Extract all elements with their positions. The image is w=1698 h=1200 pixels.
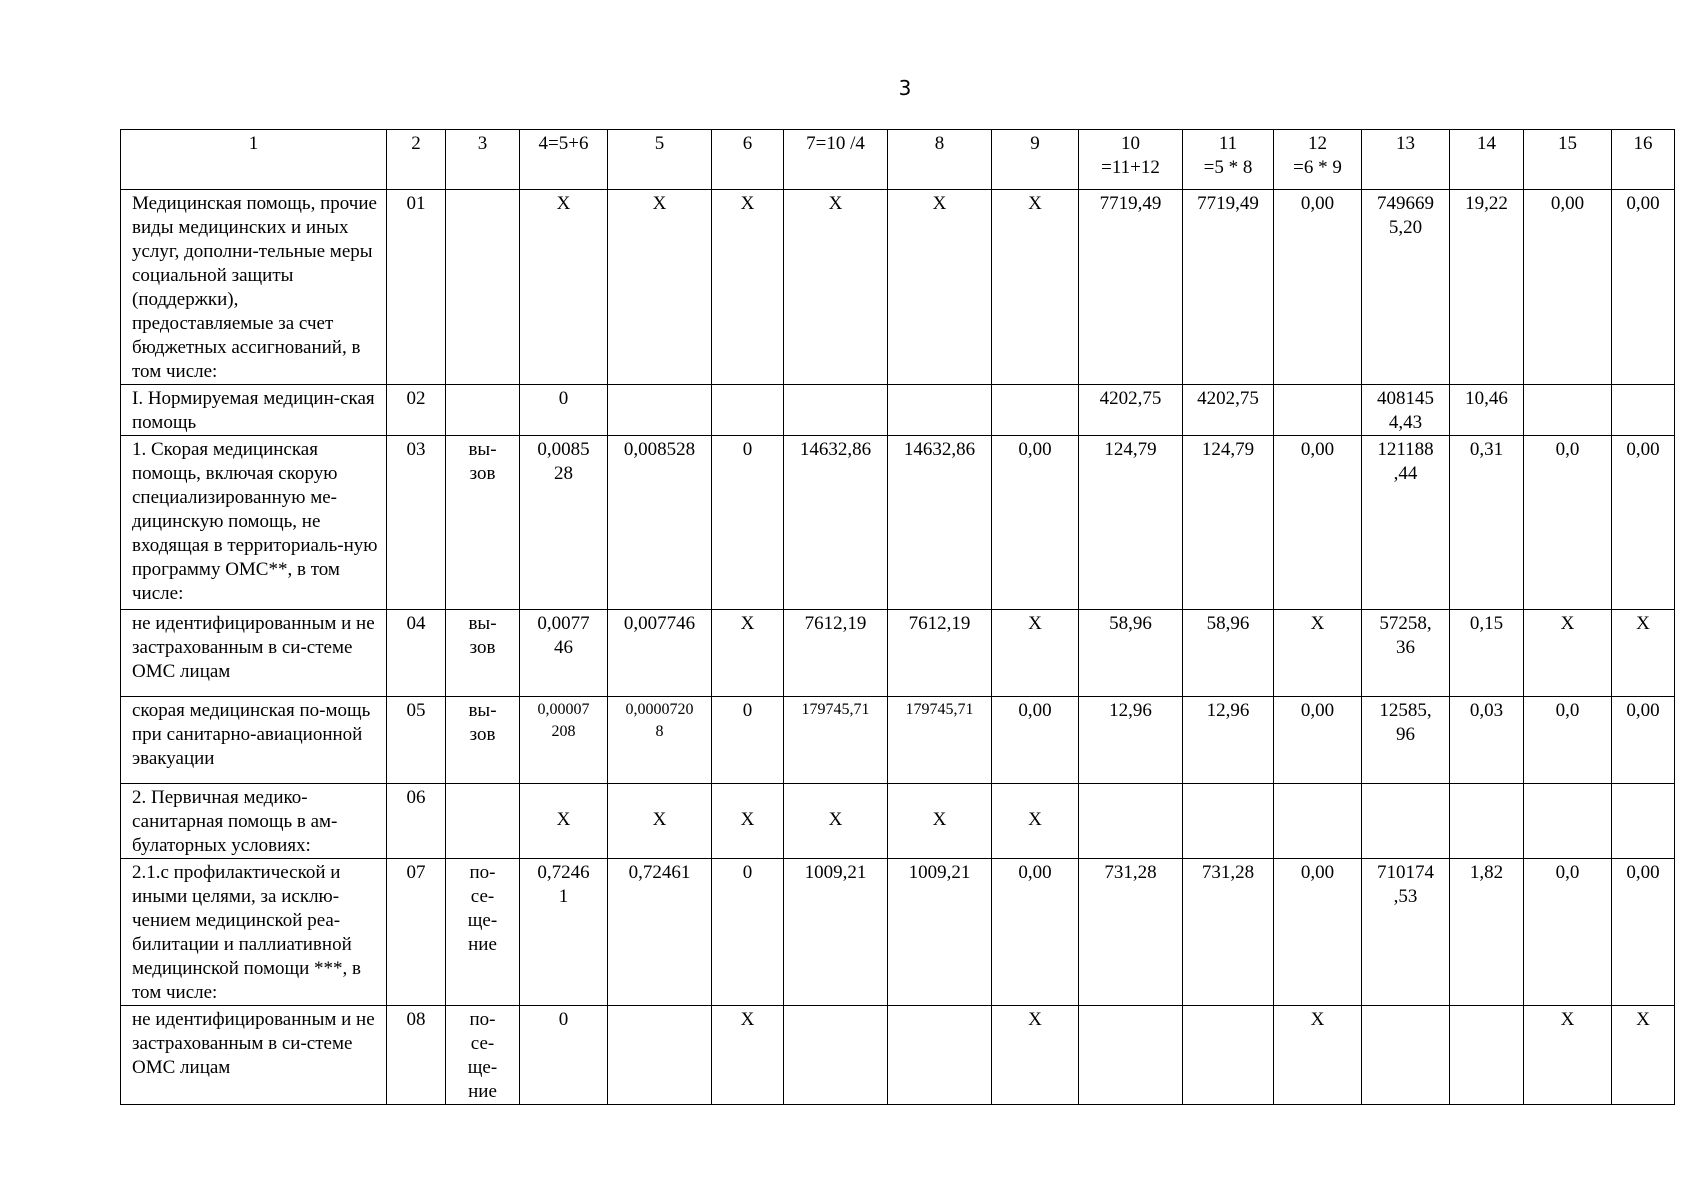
header-cell: 16 [1612,130,1675,190]
table-cell: 0,31 [1450,436,1524,610]
table-cell: X [608,190,712,385]
table-cell: X [712,1006,784,1105]
table-cell: X [1524,610,1612,697]
table-cell: 57258, 36 [1362,610,1450,697]
table-row [121,610,1675,697]
header-cell: 1 [121,130,387,190]
table-cell: 0,15 [1450,610,1524,697]
header-cell: 13 [1362,130,1450,190]
table-cell: по- се- ще- ние [446,859,520,1006]
table-cell: 05 [387,697,446,784]
header-cell: 11 =5 * 8 [1183,130,1274,190]
table-cell: 0,00 [1612,859,1675,1006]
table-cell [446,784,520,859]
table-cell: 0,72461 [608,859,712,1006]
table-cell [1274,385,1362,436]
header-cell: 12 =6 * 9 [1274,130,1362,190]
table-cell: X [520,784,608,859]
table-cell: 0,00 [1274,190,1362,385]
table-cell [784,385,888,436]
header-cell: 15 [1524,130,1612,190]
table-cell: 07 [387,859,446,1006]
table-cell: X [992,1006,1079,1105]
table-row [121,784,1675,859]
table-cell: 0,0000720 8 [608,697,712,784]
table-cell: X [992,784,1079,859]
table-cell: 0,00007 208 [520,697,608,784]
table-cell: X [608,784,712,859]
table-cell: 19,22 [1450,190,1524,385]
table-cell: X [712,610,784,697]
table-cell: 0 [712,697,784,784]
table-cell: 4202,75 [1079,385,1183,436]
table-row [121,385,1675,436]
table-cell [784,1006,888,1105]
table-cell: 0,0085 28 [520,436,608,610]
table-cell: 0,00 [1274,697,1362,784]
table-cell: X [520,190,608,385]
table-cell: 0,7246 1 [520,859,608,1006]
header-cell: 3 [446,130,520,190]
table-cell: 1,82 [1450,859,1524,1006]
table-cell: вы- зов [446,697,520,784]
row-name: 2. Первичная медико-санитарная помощь в ам-булаторных условиях: [121,784,387,859]
table-cell: вы- зов [446,610,520,697]
table-cell: 124,79 [1079,436,1183,610]
table-cell [608,385,712,436]
table-cell [1079,784,1183,859]
table-cell [888,385,992,436]
table-cell: 7719,49 [1079,190,1183,385]
table-cell: 179745,71 [784,697,888,784]
table-cell: 0,03 [1450,697,1524,784]
table-row [121,436,1675,610]
table-cell: 0,0 [1524,436,1612,610]
table-cell: 01 [387,190,446,385]
table-cell [1524,385,1612,436]
table-cell [1362,784,1450,859]
table-cell: 0 [520,385,608,436]
header-cell: 6 [712,130,784,190]
table-cell: 12585, 96 [1362,697,1450,784]
header-cell: 7=10 /4 [784,130,888,190]
table-cell: вы- зов [446,436,520,610]
table-cell: 0,00 [992,436,1079,610]
table-cell: 408145 4,43 [1362,385,1450,436]
table-cell: 0,00 [1274,436,1362,610]
table-cell: по- се- ще- ние [446,1006,520,1105]
table-cell: 7612,19 [784,610,888,697]
table-cell: 04 [387,610,446,697]
table-cell: X [1612,1006,1675,1105]
table-cell [1612,784,1675,859]
table-cell [1450,1006,1524,1105]
table-cell: X [992,190,1079,385]
table-cell: 0,00 [1612,436,1675,610]
table-cell: X [712,190,784,385]
table-cell: 0,00 [1612,190,1675,385]
table-cell [1274,784,1362,859]
table-cell: 1009,21 [888,859,992,1006]
table-cell: 0 [520,1006,608,1105]
row-name: I. Нормируемая медицин-ская помощь [121,385,387,436]
table-cell [712,385,784,436]
table-cell: X [1612,610,1675,697]
table-cell: 0 [712,436,784,610]
table-cell: 7612,19 [888,610,992,697]
header-cell: 5 [608,130,712,190]
table-cell: 14632,86 [784,436,888,610]
table-cell: X [888,190,992,385]
table-cell: 14632,86 [888,436,992,610]
header-cell: 2 [387,130,446,190]
table-cell [608,1006,712,1105]
table-cell [1450,784,1524,859]
row-name: 2.1.с профилактической и иными целями, за исклю-чением медицинской реа-билитации и паллиативной медицинской помощи ***, в том числе: [121,859,387,1006]
table-cell: 121188 ,44 [1362,436,1450,610]
table-cell [888,1006,992,1105]
table-cell: 0,0 [1524,697,1612,784]
row-name: скорая медицинская по-мощь при санитарно-авиационной эвакуации [121,697,387,784]
table-cell: X [992,610,1079,697]
table-cell: 12,96 [1183,697,1274,784]
table-cell: X [784,784,888,859]
header-cell: 8 [888,130,992,190]
table-cell: 0 [712,859,784,1006]
table-cell: X [888,784,992,859]
table-cell: 0,0 [1524,859,1612,1006]
table-cell: 0,0077 46 [520,610,608,697]
table-cell: 12,96 [1079,697,1183,784]
table-cell: X [712,784,784,859]
table-row [121,859,1675,1006]
table-row [121,190,1675,385]
table-cell [1362,1006,1450,1105]
table-cell: X [784,190,888,385]
table-cell: 0,00 [1524,190,1612,385]
table-row [121,1006,1675,1105]
data-table [120,129,1675,1105]
table-cell: X [1274,610,1362,697]
table-cell: 749669 5,20 [1362,190,1450,385]
table-cell [1612,385,1675,436]
table-cell: 710174 ,53 [1362,859,1450,1006]
header-row [121,130,1675,190]
row-name: не идентифицированным и не застрахованным в си-стеме ОМС лицам [121,610,387,697]
table-cell: 731,28 [1079,859,1183,1006]
table-cell: 7719,49 [1183,190,1274,385]
table-cell: 179745,71 [888,697,992,784]
row-name: Медицинская помощь, прочие виды медицинских и иных услуг, дополни-тельные меры социальной защиты (поддержки), предоставляемые за счет бюджетных ассигнований, в том числе: [121,190,387,385]
table-cell: 0,00 [1612,697,1675,784]
table-cell [1079,1006,1183,1105]
row-name: 1. Скорая медицинская помощь, включая скорую специализированную ме-дицинскую помощь, не входящая в территориаль-ную программу ОМС**, в том числе: [121,436,387,610]
header-cell: 14 [1450,130,1524,190]
table-cell: 0,00 [992,697,1079,784]
table-cell: X [1274,1006,1362,1105]
table-cell: 731,28 [1183,859,1274,1006]
table-cell: 0,00 [992,859,1079,1006]
table-cell: 03 [387,436,446,610]
table-cell [446,190,520,385]
table-cell: 10,46 [1450,385,1524,436]
page-number: 3 [898,76,912,100]
table-cell: 06 [387,784,446,859]
header-cell: 4=5+6 [520,130,608,190]
table-cell: 58,96 [1079,610,1183,697]
table-cell: 58,96 [1183,610,1274,697]
table-cell [1183,784,1274,859]
table-cell: 4202,75 [1183,385,1274,436]
table-cell [1183,1006,1274,1105]
header-cell: 10 =11+12 [1079,130,1183,190]
table-cell: 0,008528 [608,436,712,610]
table-cell: 124,79 [1183,436,1274,610]
row-name: не идентифицированным и не застрахованным в си-стеме ОМС лицам [121,1006,387,1105]
table-cell: X [1524,1006,1612,1105]
table-cell: 08 [387,1006,446,1105]
table-cell: 0,007746 [608,610,712,697]
table-cell: 0,00 [1274,859,1362,1006]
table-cell [1524,784,1612,859]
table-cell: 1009,21 [784,859,888,1006]
table-cell [992,385,1079,436]
table-row [121,697,1675,784]
table-cell [446,385,520,436]
header-cell: 9 [992,130,1079,190]
table-cell: 02 [387,385,446,436]
